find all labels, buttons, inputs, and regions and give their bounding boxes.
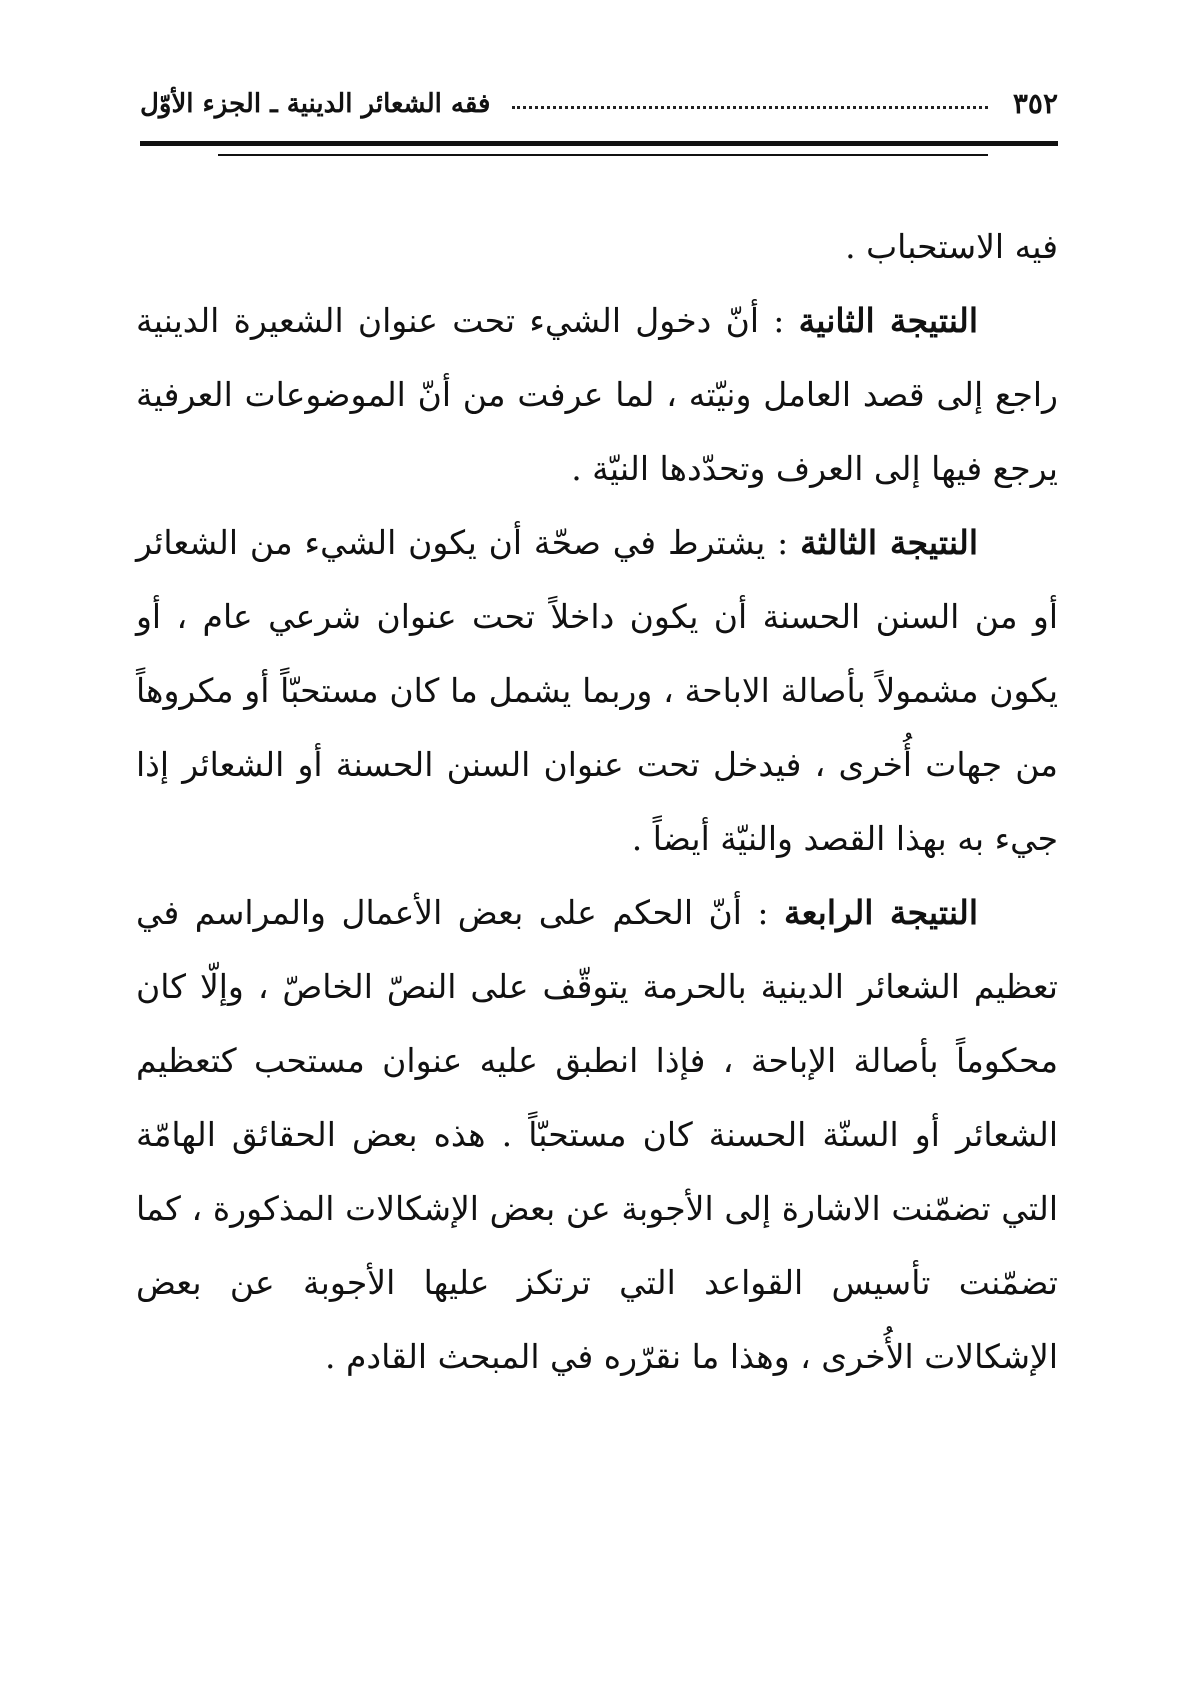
- paragraph-text: : يشترط في صحّة أن يكون الشيء من الشعائر أو من السنن الحسنة أن يكون داخلاً تحت عنوان شرعي عام ، أو يكون مشمولاً بأصالة الاباحة ، وربما يشمل ما كان مستحبّاً أو مكروهاً من جهات أُخرى ، فيدخل تحت عنوان السنن الحسنة أو الشعائر إذا جيء به بهذا القصد والنيّة أيضاً .: [136, 523, 1058, 858]
- page-number: ٣٥٢: [1012, 87, 1058, 120]
- paragraph-result-two: [136, 284, 1058, 506]
- paragraph-text: : أنّ دخول الشيء تحت عنوان الشعيرة الدينية راجع إلى قصد العامل ونيّته ، لما عرفت من أنّ الموضوعات العرفية يرجع فيها إلى العرف وتحدّدها النيّة .: [136, 301, 1058, 488]
- header-rule-thick: [140, 141, 1058, 146]
- paragraph-continuation: [136, 210, 1058, 284]
- running-header: [140, 84, 1058, 134]
- paragraph-result-three: [136, 506, 1058, 876]
- header-dot-leader: [512, 106, 988, 109]
- header-rule-thin: [218, 154, 988, 156]
- body-text: [136, 210, 1058, 1394]
- paragraph-text: : أنّ الحكم على بعض الأعمال والمراسم في تعظيم الشعائر الدينية بالحرمة يتوقّف على النصّ الخاصّ ، وإلّا كان محكوماً بأصالة الإباحة ، فإذا انطبق عليه عنوان مستحب كتعظيم الشعائر أو السنّة الحسنة كان مستحبّاً . هذه بعض الحقائق الهامّة التي تضمّنت الاشارة إلى الأجوبة عن بعض الإشكالات المذكورة ، كما تضمّنت تأسيس القواعد التي ترتكز عليها الأجوبة عن بعض الإشكالات الأُخرى ، وهذا ما نقرّره في المبحث القادم .: [136, 893, 1058, 1376]
- result-heading: النتيجة الرابعة: [784, 893, 978, 932]
- result-heading: النتيجة الثالثة: [800, 523, 979, 562]
- book-title: فقه الشعائر الدينية ـ الجزء الأوّل: [140, 89, 491, 119]
- paragraph-text: فيه الاستحباب .: [845, 227, 1058, 266]
- paragraph-result-four: [136, 876, 1058, 1394]
- result-heading: النتيجة الثانية: [798, 301, 978, 340]
